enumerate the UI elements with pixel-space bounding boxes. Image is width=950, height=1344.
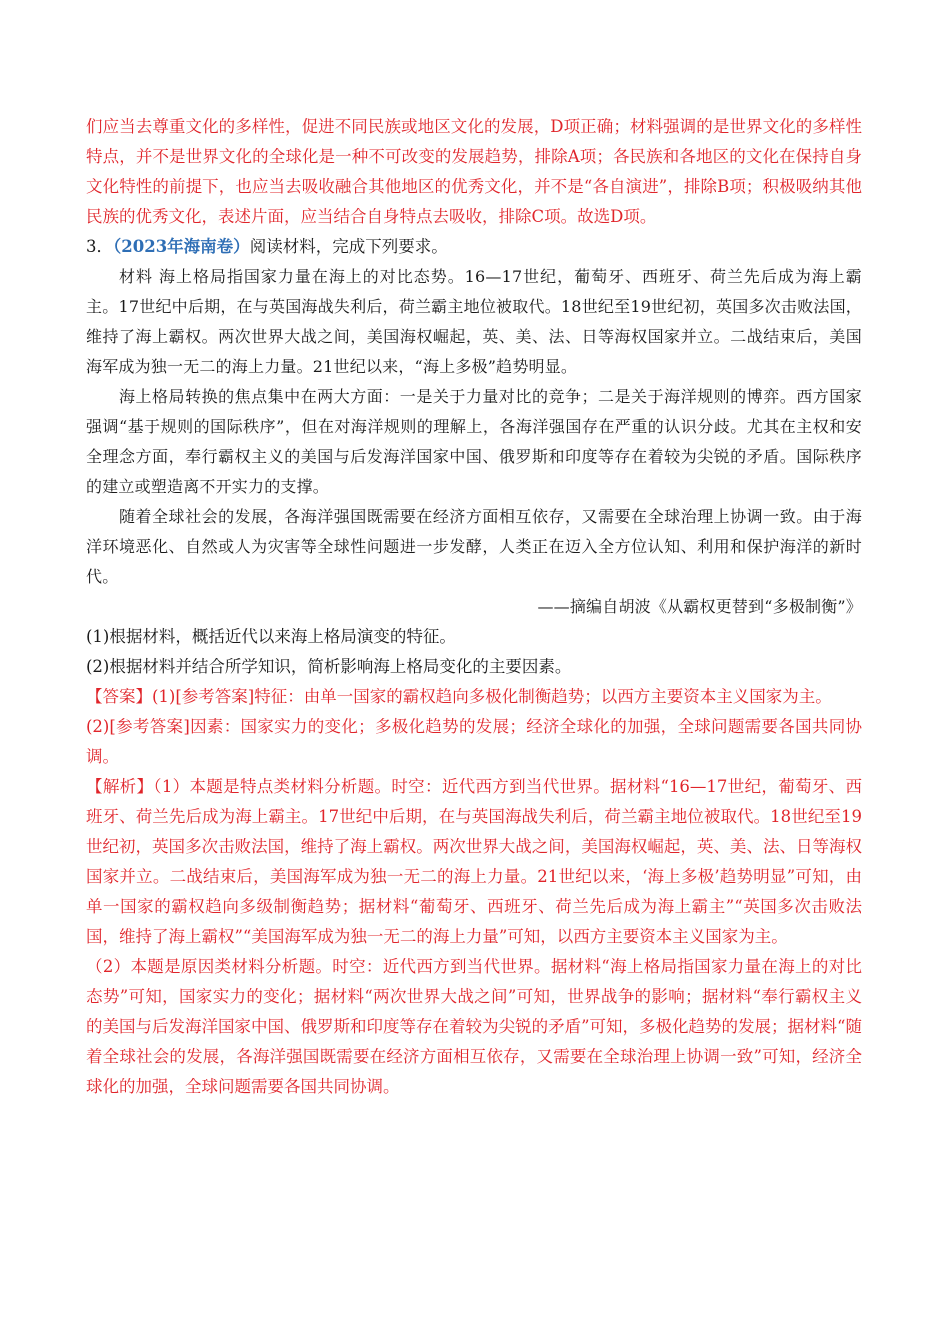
question-source: （2023年海南卷） (113, 237, 250, 256)
analysis-2: （2）本题是原因类材料分析题。时空：近代西方到当代世界。据材料“海上格局指国家力量在海上的对比态势”可知，国家实力的变化；据材料“两次世界大战之间”可知，世界战争的影响；据材料“奉行霸权主义的美国与后发海洋国家中国、俄罗斯和印度等存在着较为尖锐的矛盾”可知，多极化趋势的发展；据材料“随着全球社会的发展，各海洋强国既需要在经济方面相互依存，又需要在全球治理上协调一致”可知，经济全球化的加强，全球问题需要各国共同协调。 (86, 957, 862, 1096)
material-paragraph-2: 海上格局转换的焦点集中在两大方面：一是关于力量对比的竞争；二是关于海洋规则的博弈。西方国家强调“基于规则的国际秩序”，但在对海洋规则的理解上，各海洋强国存在严重的认识分歧。尤其在主权和安全理念方面，奉行霸权主义的美国与后发海洋国家中国、俄罗斯和印度等存在着较为尖锐的矛盾。国际秩序的建立或塑造离不开实力的支撑。 (86, 387, 862, 496)
sub-question-2: (2)根据材料并结合所学知识，简析影响海上格局变化的主要因素。 (86, 657, 572, 676)
question-3-header (86, 232, 862, 262)
answer-label: 【答案】 (86, 687, 152, 706)
answer-2: (2)[参考答案]因素：国家实力的变化；多极化趋势的发展；经济全球化的加强，全球问题需要各国共同协调。 (86, 717, 862, 766)
previous-explanation: 们应当去尊重文化的多样性，促进不同民族或地区文化的发展，D项正确；材料强调的是世界文化的多样性特点，并不是世界文化的全球化是一种不可改变的发展趋势，排除A项；各民族和各地区的文化在保持自身文化特性的前提下，也应当去吸收融合其他地区的优秀文化，并不是“各自演进”，排除B项；积极吸纳其他民族的优秀文化，表述片面，应当结合自身特点去吸收，排除C项。故选D项。 (86, 117, 862, 226)
material-citation: ——摘编自胡波《从霸权更替到“多极制衡”》 (537, 597, 862, 616)
answer-1-text: (1)[参考答案]特征：由单一国家的霸权趋向多极化制衡趋势；以西方主要资本主义国家为主。 (152, 687, 832, 706)
material-paragraph-3: 随着全球社会的发展，各海洋强国既需要在经济方面相互依存，又需要在全球治理上协调一致。由于海洋环境恶化、自然或人为灾害等全球性问题进一步发酵，人类正在迈入全方位认知、利用和保护海洋的新时代。 (86, 507, 862, 586)
document-page (86, 112, 862, 1102)
material-paragraph-1: 材料 海上格局指国家力量在海上的对比态势。16—17世纪，葡萄牙、西班牙、荷兰先后成为海上霸主。17世纪中后期，在与英国海战失利后，荷兰霸主地位被取代。18世纪至19世纪初，英国多次击败法国，维持了海上霸权。两次世界大战之间，美国海权崛起，英、美、法、日等海权国家并立。二战结束后，美国海军成为独一无二的海上力量。21世纪以来，“海上多极”趋势明显。 (86, 267, 862, 376)
sub-question-1: (1)根据材料，概括近代以来海上格局演变的特征。 (86, 627, 456, 646)
analysis-label: 【解析】 (86, 777, 154, 796)
question-number: 3． (86, 237, 113, 256)
analysis-1 (86, 772, 862, 952)
question-prompt: 阅读材料，完成下列要求。 (249, 237, 448, 256)
answer-1 (86, 682, 862, 712)
analysis-1-text: （1）本题是特点类材料分析题。时空：近代西方到当代世界。据材料“16—17世纪，葡萄牙、西班牙、荷兰先后成为海上霸主。17世纪中后期，在与英国海战失利后，荷兰霸主地位被取代。18世纪至19世纪初，英国多次击败法国，维持了海上霸权。两次世界大战之间，美国海权崛起，英、美、法、日等海权国家并立。二战结束后，美国海军成为独一无二的海上力量。21世纪以来，‘海上多极’趋势明显”可知，由单一国家的霸权趋向多级制衡趋势；据材料“葡萄牙、西班牙、荷兰先后成为海上霸主”“英国多次击败法国，维持了海上霸权”“美国海军成为独一无二的海上力量”可知，以西方主要资本主义国家为主。 (86, 777, 862, 946)
